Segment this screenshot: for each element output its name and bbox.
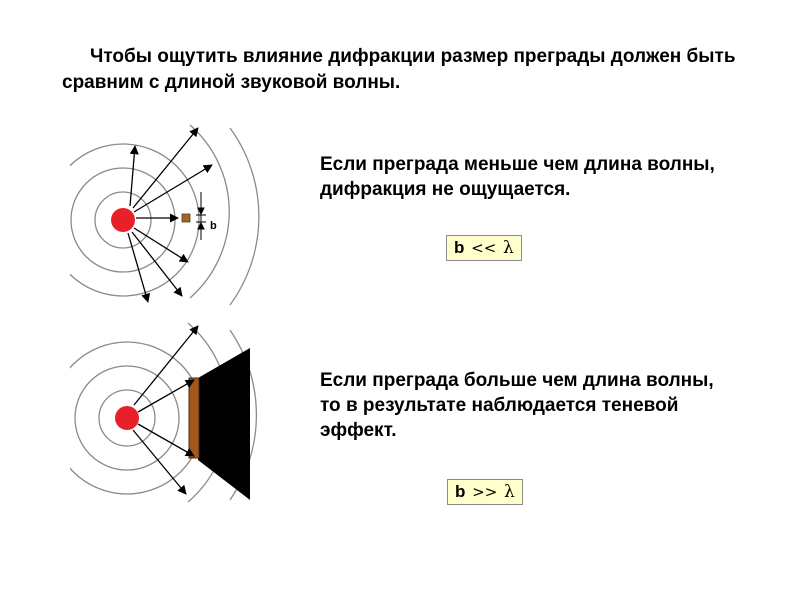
propagation-arrows — [133, 326, 198, 494]
large-obstacle-description: Если преграда больше чем длина волны, то в результате наблюдается теневой эффект. — [320, 370, 714, 441]
formula-relation: << — [471, 239, 497, 257]
obstacle-size-label: b — [210, 220, 217, 232]
small-obstacle — [182, 214, 190, 222]
large-obstacle-formula — [447, 479, 523, 505]
shadow-region — [198, 348, 250, 500]
arrow — [133, 430, 186, 494]
arrow — [132, 232, 182, 296]
sound-source — [115, 406, 139, 430]
small-obstacle-diagram — [70, 120, 270, 310]
formula-relation: >> — [472, 483, 498, 501]
arrow — [130, 146, 135, 206]
small-obstacle-description: Если преграда меньше чем длина волны, дифракция не ощущается. — [320, 154, 715, 200]
arrow — [133, 128, 198, 208]
formula-right: λ — [503, 238, 514, 258]
wave-arc — [190, 125, 229, 298]
formula-left: b — [455, 482, 466, 501]
arrow — [138, 424, 194, 456]
large-obstacle-diagram — [70, 320, 260, 505]
large-obstacle — [189, 378, 199, 458]
wave-arc — [230, 128, 259, 305]
arrow — [134, 326, 198, 405]
small-obstacle-formula — [446, 235, 522, 261]
sound-source — [111, 208, 135, 232]
intro-text: Чтобы ощутить влияние дифракции размер преграды должен быть сравним с длиной звуковой волны. — [62, 46, 736, 93]
formula-left: b — [454, 238, 465, 257]
arrow — [138, 380, 194, 412]
formula-right: λ — [504, 482, 515, 502]
wave-fronts — [70, 125, 259, 305]
